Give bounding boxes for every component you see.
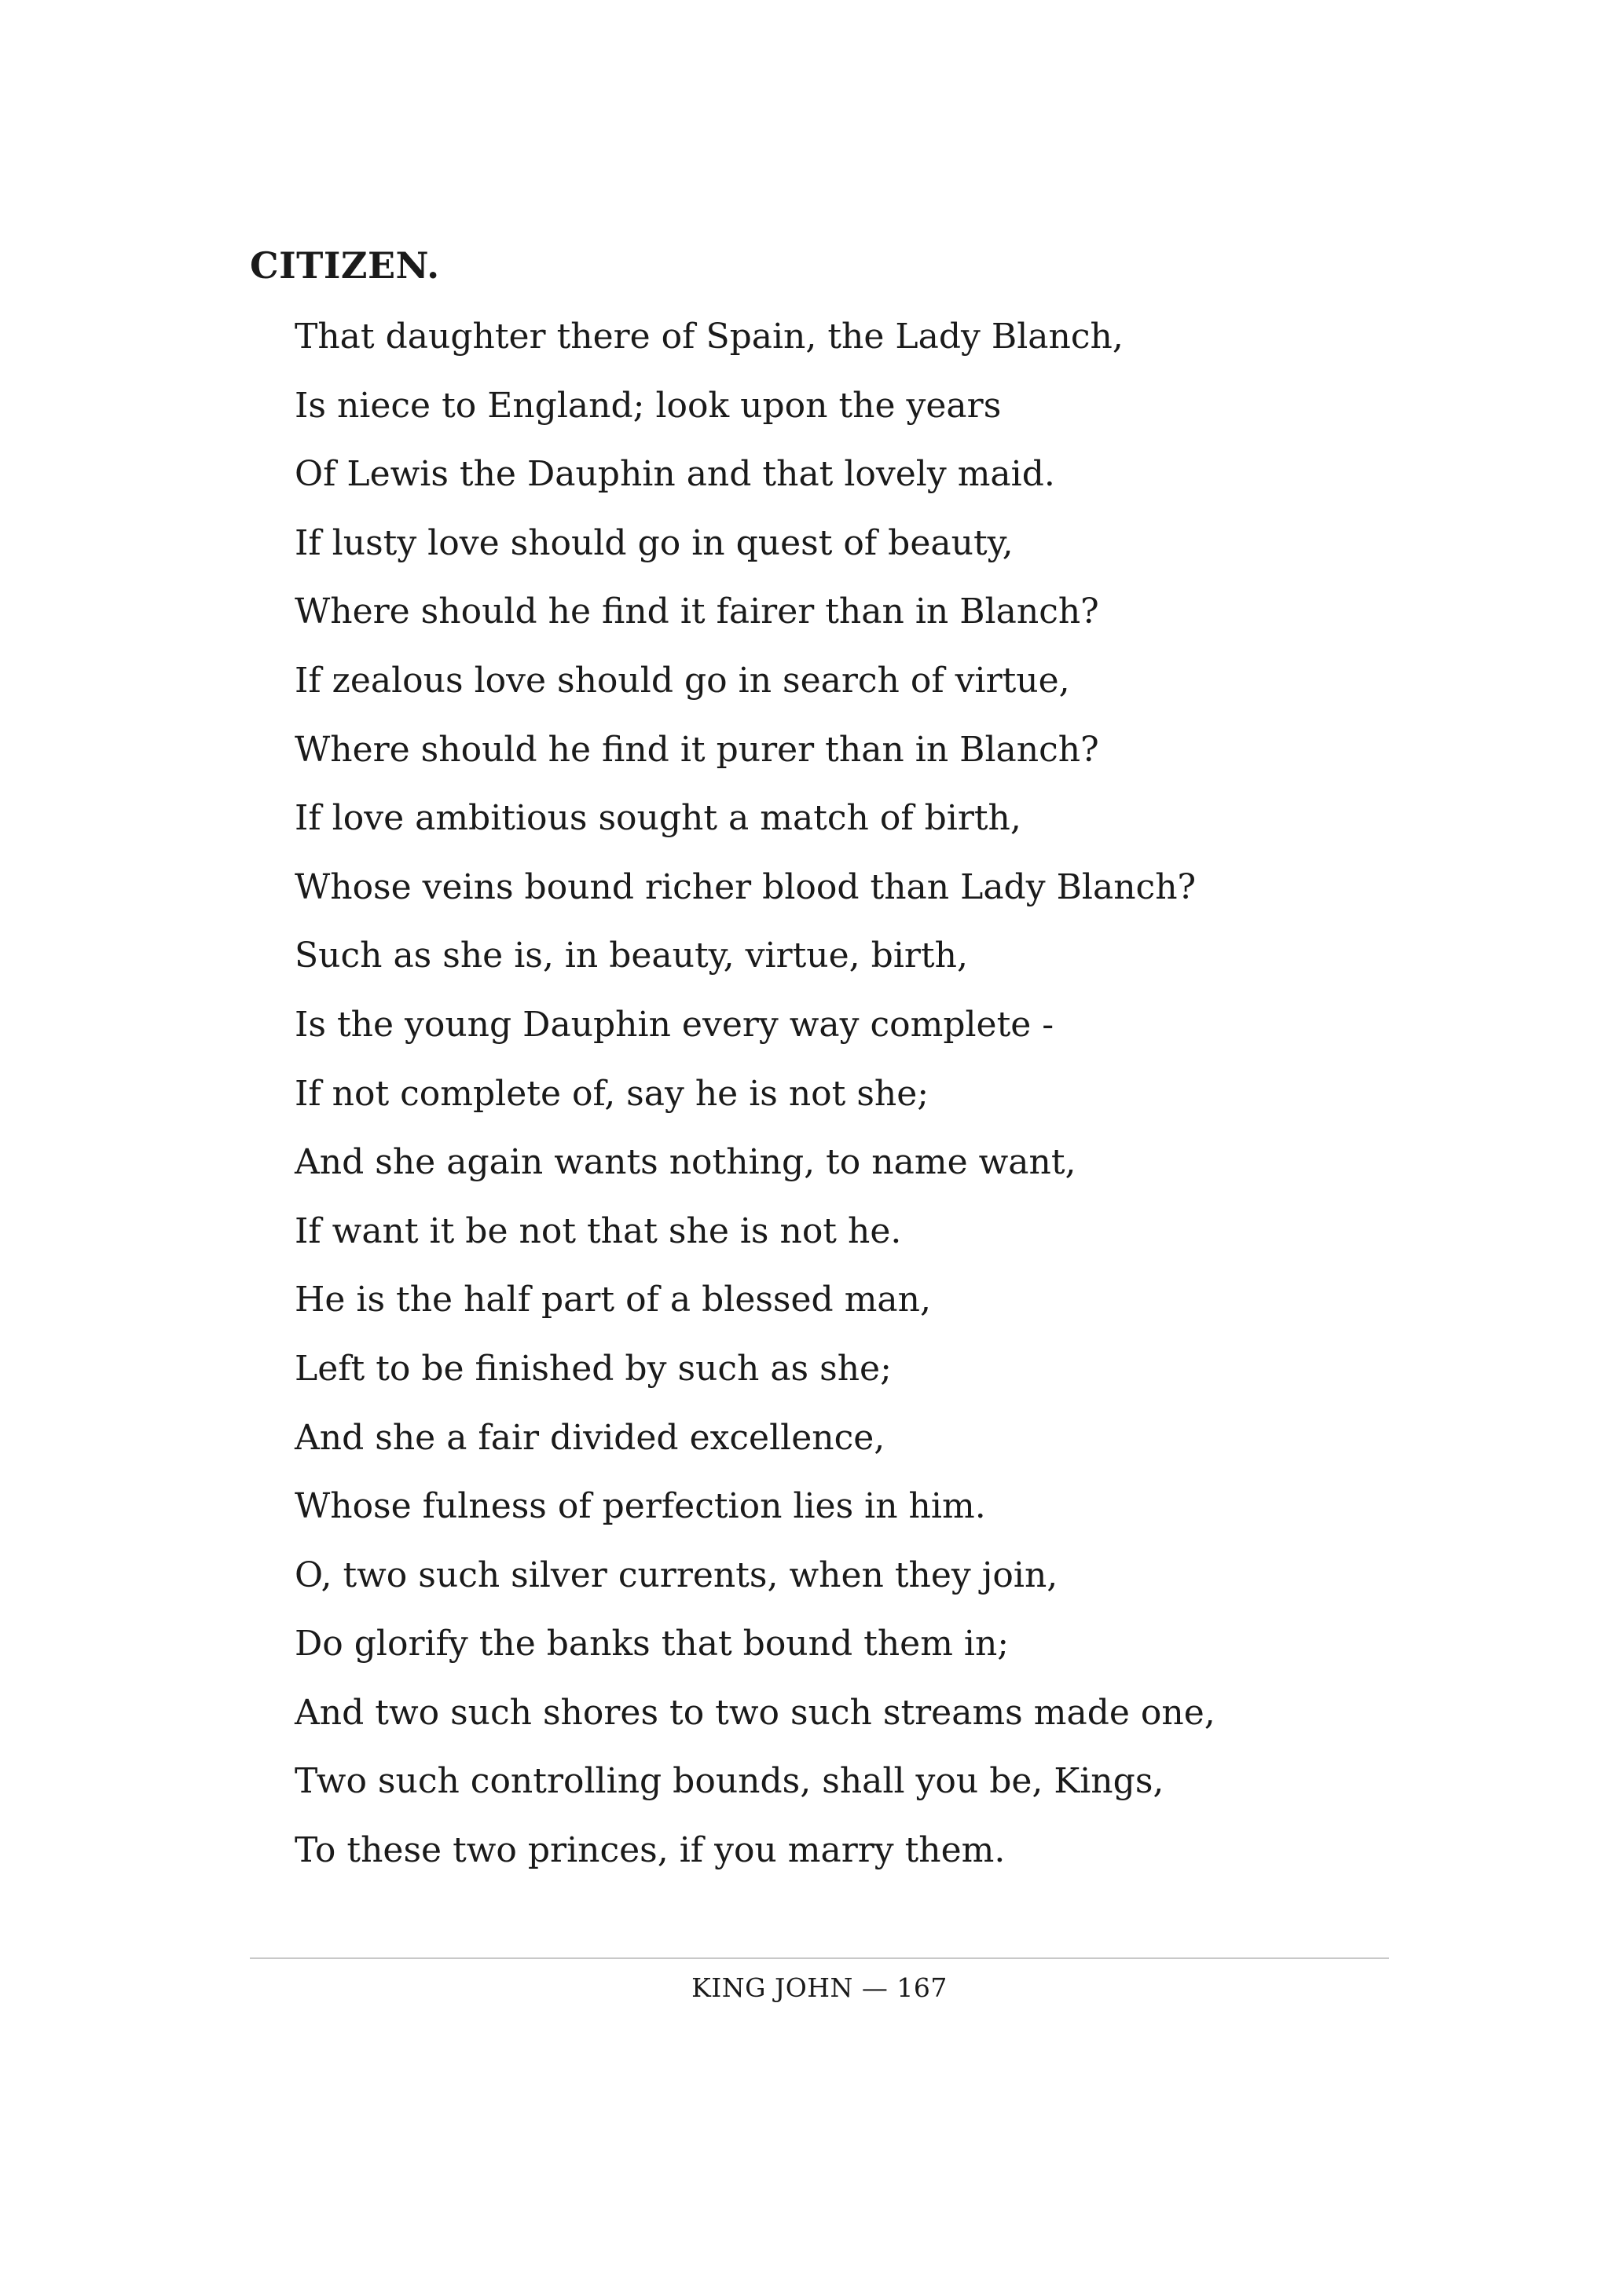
verse-line: He is the half part of a blessed man, [295,1280,931,1320]
verse-line: Left to be finished by such as she; [295,1348,892,1389]
verse-line: If not complete of, say he is not she; [295,1073,929,1114]
verse-line: And she a fair divided excellence, [295,1417,885,1458]
verse-line: Where should he find it purer than in Blanch? [295,729,1099,770]
verse-line: If lusty love should go in quest of beauty, [295,522,1014,563]
verse-line: Do glorify the banks that bound them in; [295,1624,1010,1664]
verse-line: Whose fulness of perfection lies in him. [295,1486,986,1527]
verse-line: If want it be not that she is not he. [295,1210,902,1251]
verse-line: And she again wants nothing, to name want, [295,1142,1076,1183]
speaker-name: CITIZEN. [250,244,440,287]
verse-line: And two such shores to two such streams made one, [295,1692,1215,1733]
page-footer: KING JOHN — 167 [691,1972,948,2003]
verse-line: O, two such silver currents, when they join, [295,1554,1058,1595]
verse-line: Two such controlling bounds, shall you be, Kings, [295,1761,1164,1802]
verse-line: Such as she is, in beauty, virtue, birth, [295,936,968,976]
verse-line: If love ambitious sought a match of birth, [295,798,1021,839]
verse-line: Where should he find it fairer than in Blanch? [295,591,1099,632]
verse-block [295,309,1552,1892]
verse-line: Is niece to England; look upon the years [295,385,1002,426]
verse-line: To these two princes, if you marry them. [295,1830,1006,1871]
verse-line: Is the young Dauphin every way complete - [295,1004,1054,1045]
verse-line: If zealous love should go in search of virtue, [295,660,1070,701]
verse-line: Of Lewis the Dauphin and that lovely maid. [295,454,1055,495]
verse-line: That daughter there of Spain, the Lady Blanch, [295,317,1124,357]
verse-line: Whose veins bound richer blood than Lady Blanch? [295,866,1197,907]
footer-divider [250,1957,1389,1959]
